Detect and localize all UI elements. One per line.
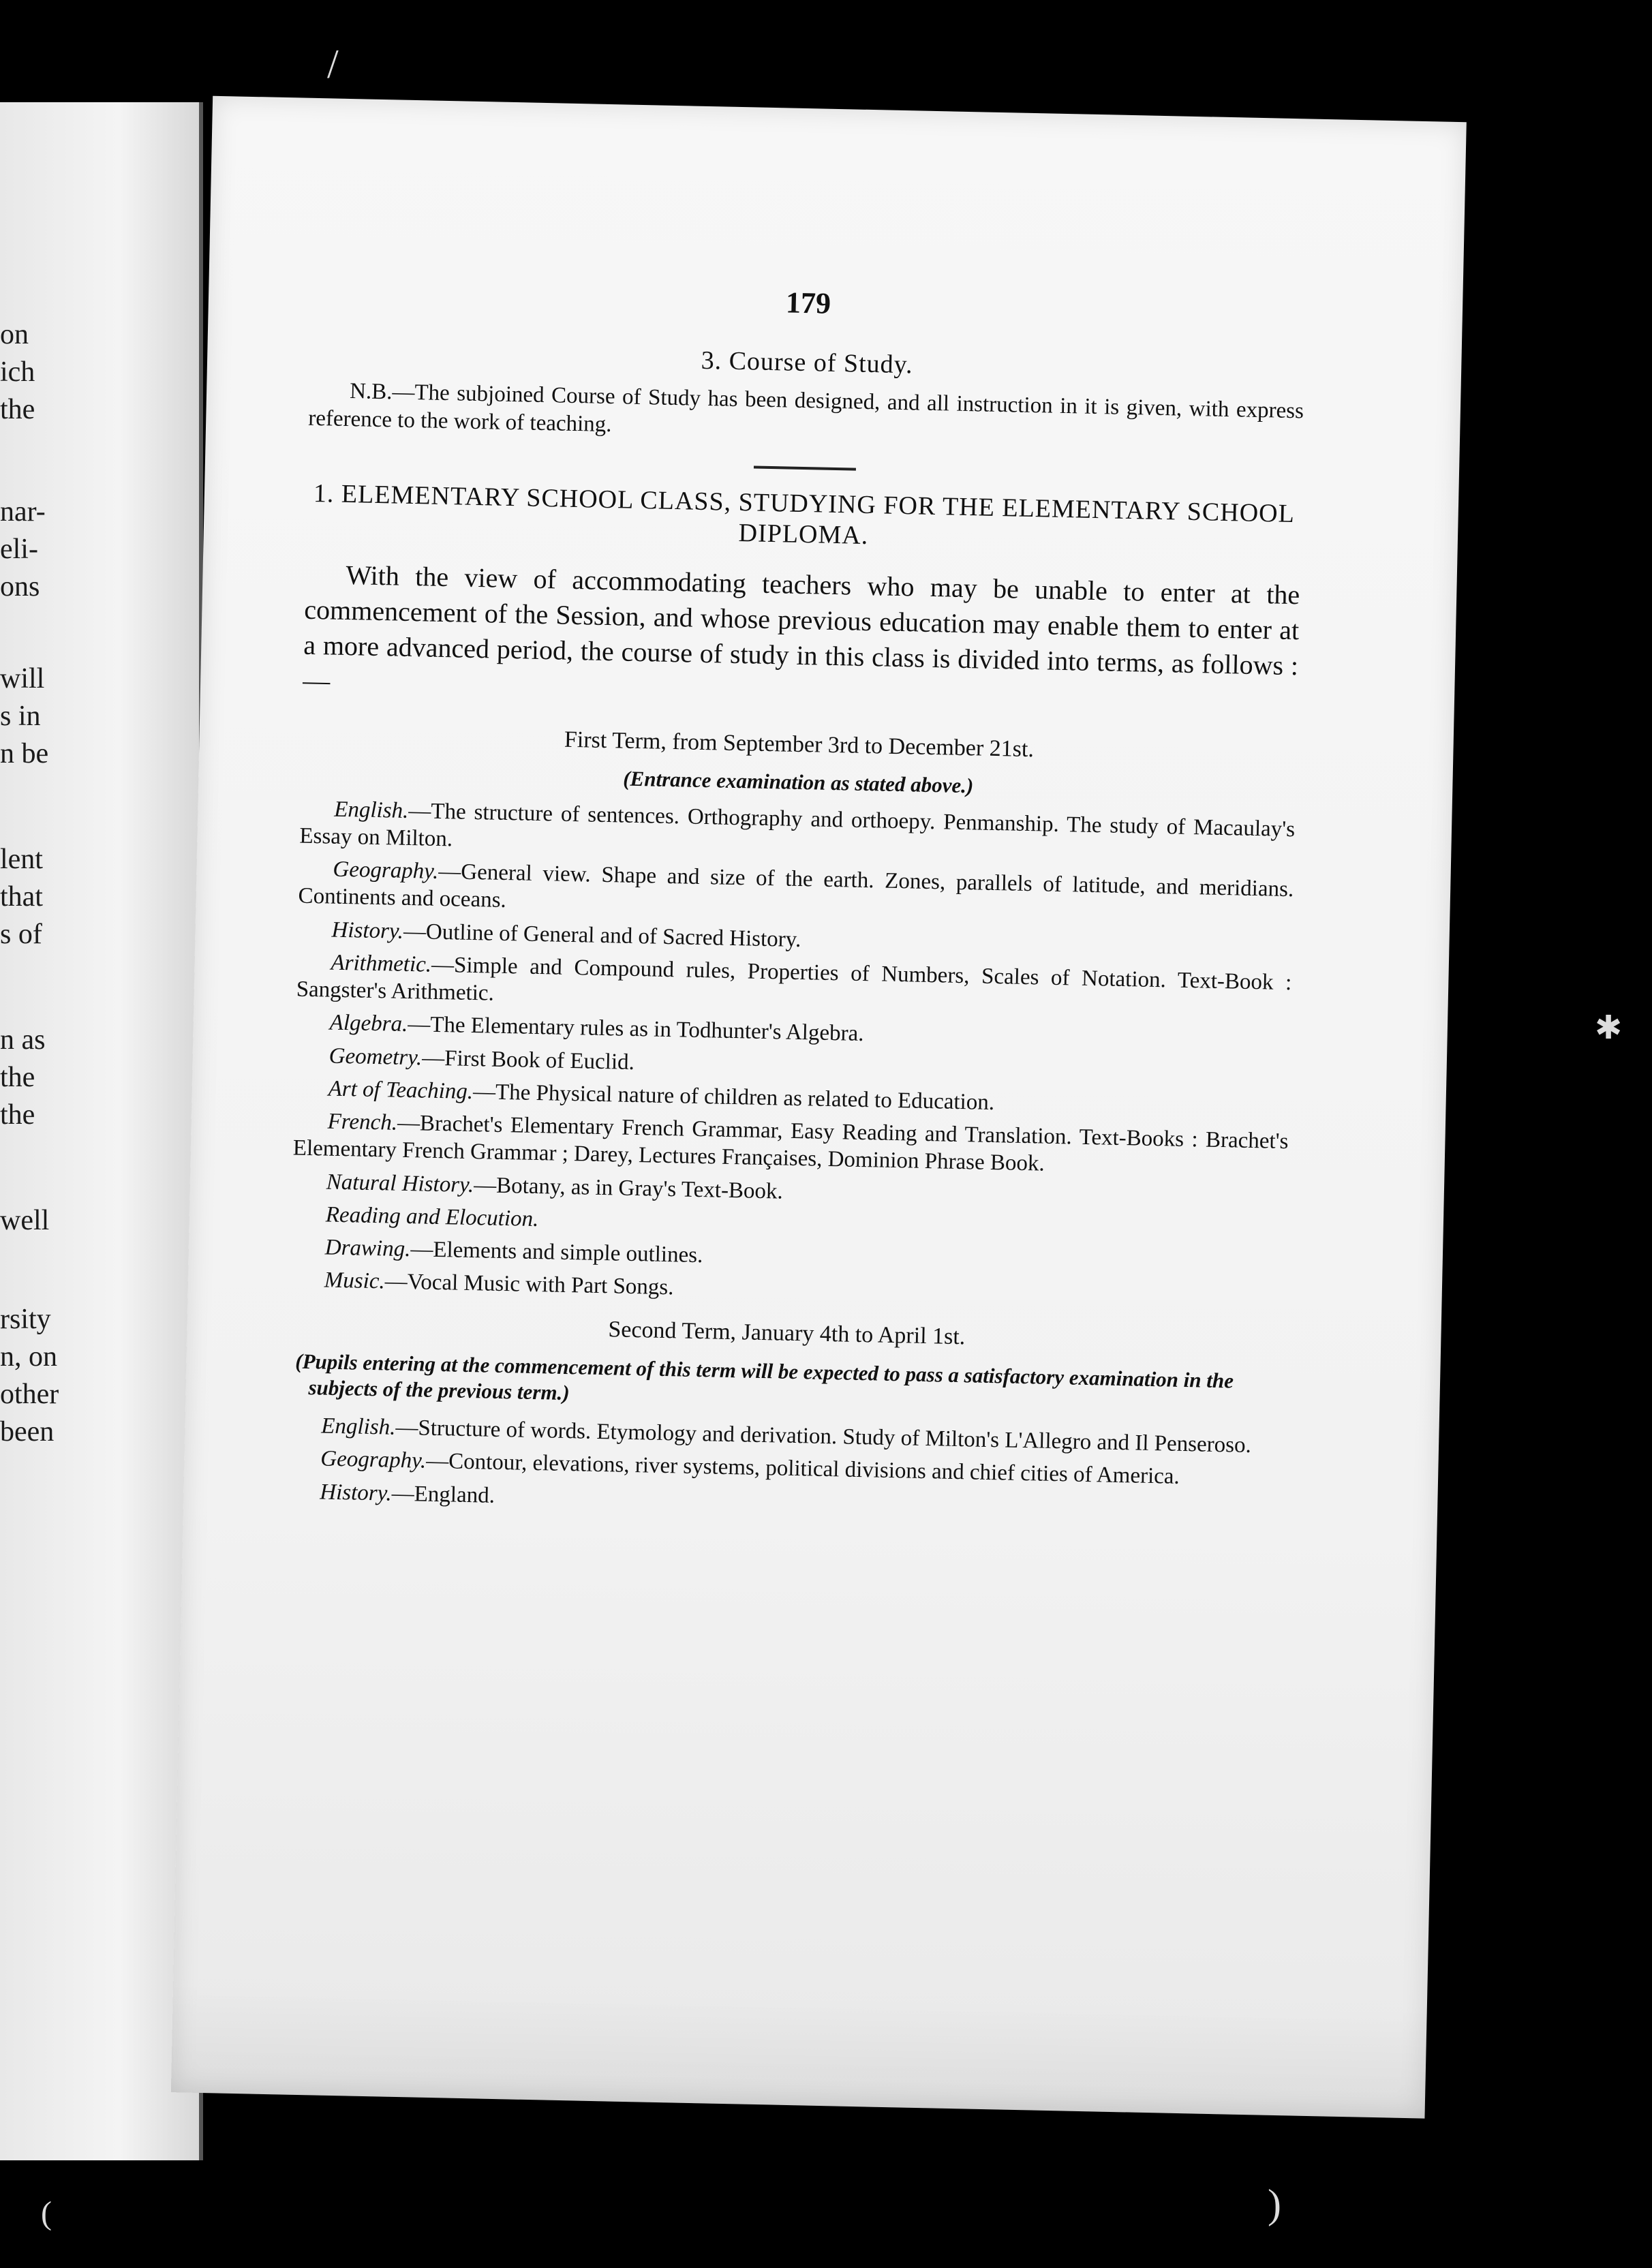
subject-name: History. xyxy=(319,1480,393,1506)
subject-text: —First Book of Euclid. xyxy=(421,1045,635,1075)
scan-mark: / xyxy=(327,42,339,87)
subject-text: —Botany, as in Gray's Text-Book. xyxy=(473,1172,784,1204)
previous-page-fragment: lent xyxy=(0,844,43,875)
subject-name: History. xyxy=(331,917,404,944)
subject-name: Drawing. xyxy=(324,1235,411,1262)
first-term-note: (Entrance examination as stated above.) xyxy=(622,766,974,798)
intro-paragraph: With the view of accommodating teachers who may be unable to enter at the commencement of the Session, and whose previous education may enable them to enter at a more advanced period, the course of study in this class is divided into terms, as follows :— xyxy=(302,559,1300,696)
subject-text: —The Physical nature of children as related to Education. xyxy=(472,1079,995,1116)
subject-text: —Contour, elevations, river systems, political divisions and chief cities of America. xyxy=(425,1449,1180,1490)
second-term-heading: Second Term, January 4th to April 1st. xyxy=(608,1316,966,1349)
previous-page-fragment: n as xyxy=(0,1024,46,1056)
subject-text: —The structure of sentences. Orthography and orthoepy. Penmanship. The study of Macaulay's Essay on Milton. xyxy=(299,798,1296,852)
subject-name: English. xyxy=(333,797,409,823)
subject-text: —England. xyxy=(391,1481,495,1508)
subject-name: Reading and Elocution. xyxy=(325,1202,539,1232)
subject-text: —The Elementary rules as in Todhunter's Algebra. xyxy=(407,1012,864,1047)
previous-page-fragment: ons xyxy=(0,571,40,602)
subject-text: —Simple and Compound rules, Properties of Numbers, Scales of Notation. Text-Book : Sangster's Arithmetic. xyxy=(296,952,1292,1006)
previous-page-fragment: nar- xyxy=(0,496,46,527)
subject-name: Natural History. xyxy=(326,1169,474,1197)
previous-page-fragment: will xyxy=(0,663,45,694)
nb-note: N.B.—The subjoined Course of Study has been designed, and all instruction in it is given, with express reference to the work of teaching. xyxy=(307,379,1304,438)
previous-page-fragment: well xyxy=(0,1205,50,1236)
class-heading: 1. ELEMENTARY SCHOOL CLASS, STUDYING FOR THE ELEMENTARY SCHOOL DIPLOMA. xyxy=(313,478,1296,551)
previous-page-fragment: rsity xyxy=(0,1304,51,1335)
previous-page-edge xyxy=(0,102,203,2160)
scan-mark: ( xyxy=(41,2195,52,2231)
previous-page-fragment: the xyxy=(0,394,35,425)
scan-mark: ✱ xyxy=(1595,1010,1623,1046)
subject-name: Music. xyxy=(324,1268,386,1294)
page-content xyxy=(286,275,1306,1531)
subject-name: Geometry. xyxy=(328,1043,423,1071)
subject-name: Algebra. xyxy=(329,1011,408,1037)
subject-text: —Vocal Music with Part Songs. xyxy=(384,1269,674,1300)
page-number: 179 xyxy=(785,286,831,320)
subject-text: —Brachet's Elementary French Grammar, Easy Reading and Translation. Text-Books : Brachet's Elementary French Grammar ; Darey, Lectures Françaises, Dominion Phrase Book. xyxy=(292,1110,1289,1177)
page-bottom-shadow xyxy=(171,1983,1427,2118)
previous-page-fragment: n be xyxy=(0,738,49,769)
subject-name: Arithmetic. xyxy=(331,950,432,977)
scan-mark: ) xyxy=(1268,2181,1281,2226)
previous-page-fragment: s in xyxy=(0,701,41,732)
previous-page-fragment: on xyxy=(0,319,29,350)
previous-page-fragment: s of xyxy=(0,919,42,950)
subject-name: English. xyxy=(320,1413,396,1440)
subject-text: —Elements and simple outlines. xyxy=(410,1237,703,1268)
first-term-heading: First Term, from September 3rd to December 21st. xyxy=(564,726,1035,762)
subject-text: —Structure of words. Etymology and derivation. Study of Milton's L'Allegro and Il Penseroso. xyxy=(395,1415,1252,1458)
first-term-subjects xyxy=(290,795,1295,1314)
previous-page-fragment: n, on xyxy=(0,1341,57,1373)
subject-text: —General view. Shape and size of the earth. Zones, parallels of latitude, and meridians. Continents and oceans. xyxy=(298,859,1294,913)
section-heading: 3. Course of Study. xyxy=(701,346,914,380)
previous-page-fragment: ich xyxy=(0,356,35,388)
subject-text: —Outline of General and of Sacred History. xyxy=(403,919,801,952)
previous-page-fragment: eli- xyxy=(0,534,38,565)
second-term-subjects xyxy=(286,1412,1283,1526)
previous-page-fragment: that xyxy=(0,881,43,913)
previous-page-fragment: been xyxy=(0,1416,55,1447)
subject-name: Geography. xyxy=(333,857,439,885)
subject-name: Art of Teaching. xyxy=(328,1076,474,1104)
book-page xyxy=(171,96,1467,2119)
second-term-note: (Pupils entering at the commencement of this term will be expected to pass a satisfactory examination in the subjects of the previous term.) xyxy=(294,1349,1234,1405)
subject-name: Geography. xyxy=(320,1446,427,1474)
subject-name: French. xyxy=(327,1109,398,1135)
previous-page-fragment: the xyxy=(0,1062,35,1093)
divider-rule xyxy=(754,465,856,470)
previous-page-fragment: other xyxy=(0,1379,59,1410)
previous-page-fragment: the xyxy=(0,1099,35,1131)
